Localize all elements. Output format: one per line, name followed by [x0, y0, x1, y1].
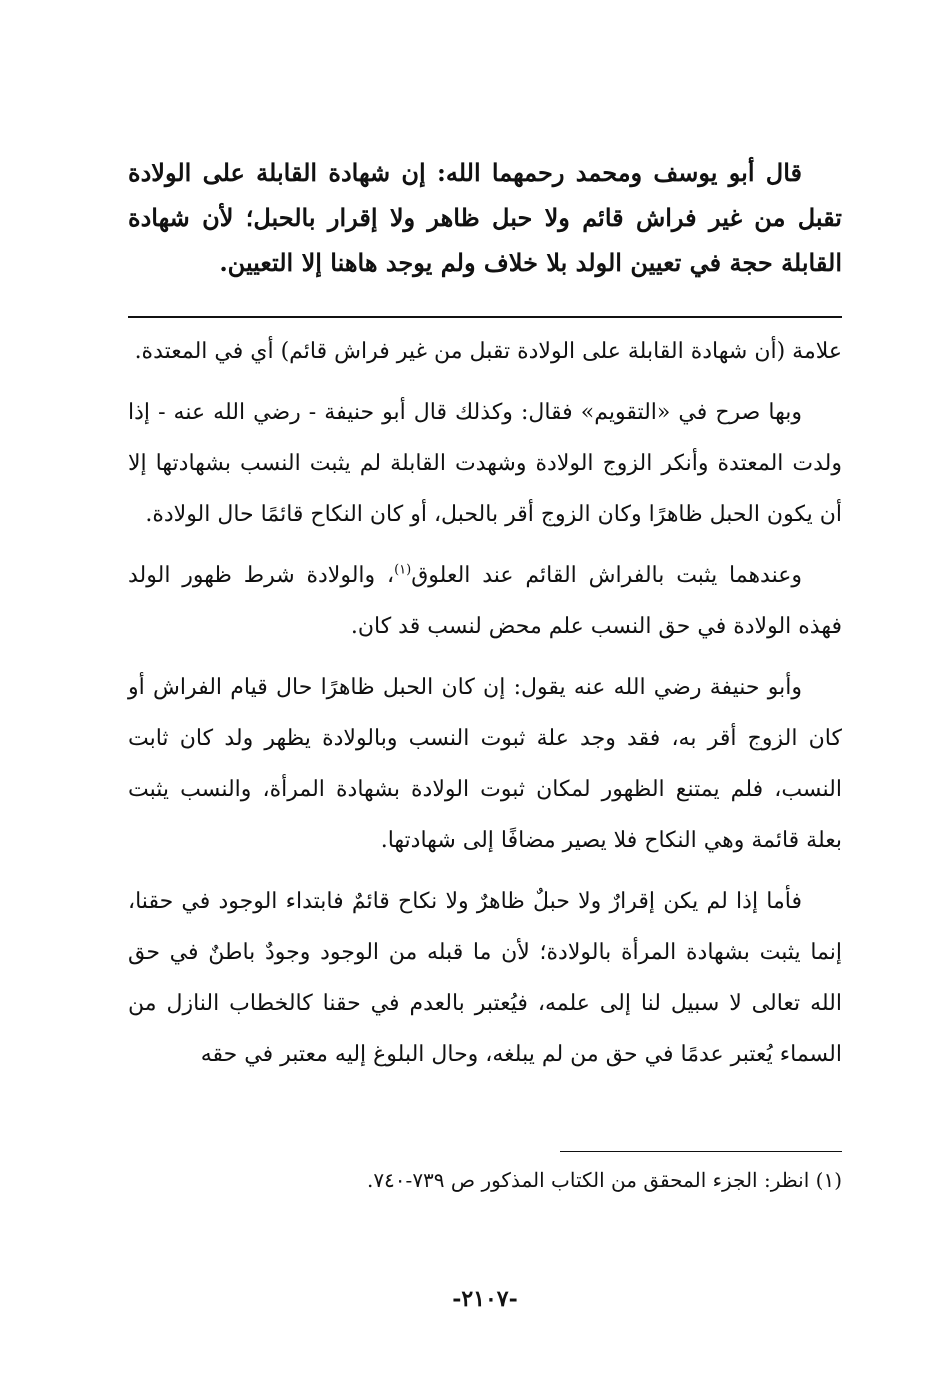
book-page	[128, 0, 842, 1374]
footnote-divider	[560, 1151, 842, 1152]
commentary-paragraph-3	[128, 550, 842, 652]
footnote: (١) انظر: الجزء المحقق من الكتاب المذكور ص ٧٣٩-٧٤٠.	[366, 1168, 842, 1192]
commentary-paragraph-1: علامة (أن شهادة القابلة على الولادة تقبل من غير فراش قائم) أي في المعتدة.	[134, 339, 842, 364]
page-number: -٢١٠٧-	[452, 1286, 518, 1312]
commentary-paragraph-5: فأما إذا لم يكن إقرارٌ ولا حبلٌ ظاهرٌ ولا نكاح قائمٌ فابتداء الوجود في حقنا، إنما يثبت بشهادة المرأة بالولادة؛ لأن ما قبله من الوجود وجودٌ باطنٌ في حق الله تعالى لا سبيل لنا إلى علمه، فيُعتبر بالعدم في حقنا كالخطاب النازل من السماء يُعتبر عدمًا في حق من لم يبلغه، وحال البلوغ إليه معتبر في حقه	[128, 889, 842, 1067]
commentary-paragraph-3-text-b: ، والولادة شرط ظهور الولد فهذه الولادة في حق النسب علم محض لنسب قد كان.	[128, 563, 842, 639]
main-commentary-divider	[128, 316, 842, 318]
commentary-paragraph-2: وبها صرح في «التقويم» فقال: وكذلك قال أبو حنيفة - رضي الله عنه - إذا ولدت المعتدة وأنكر الزوج الولادة وشهدت القابلة لم يثبت النسب بشهادتها إلا أن يكون الحبل ظاهرًا وكان الزوج أقر بالحبل، أو كان النكاح قائمًا حال الولادة.	[128, 400, 842, 527]
commentary-paragraph-3-text-a: وعندهما يثبت بالفراش القائم عند العلوق	[411, 563, 802, 588]
commentary-block	[128, 326, 842, 1080]
main-text-block	[128, 150, 842, 285]
footnote-marker: (١)	[394, 562, 412, 578]
main-text-paragraph: قال أبو يوسف ومحمد رحمهما الله: إن شهادة القابلة على الولادة تقبل من غير فراش قائم ولا حبل ظاهر ولا إقرار بالحبل؛ لأن شهادة القابلة حجة في تعيين الولد بلا خلاف ولم يوجد هاهنا إلا التعيين.	[128, 158, 842, 277]
commentary-paragraph-4: وأبو حنيفة رضي الله عنه يقول: إن كان الحبل ظاهرًا حال قيام الفراش أو كان الزوج أقر به، فقد وجد علة ثبوت النسب وبالولادة يظهر ولد كان ثابت النسب، فلم يمتنع الظهور لمكان ثبوت الولادة بشهادة المرأة، والنسب يثبت بعلة قائمة وهي النكاح فلا يصير مضافًا إلى شهادتها.	[128, 675, 842, 853]
